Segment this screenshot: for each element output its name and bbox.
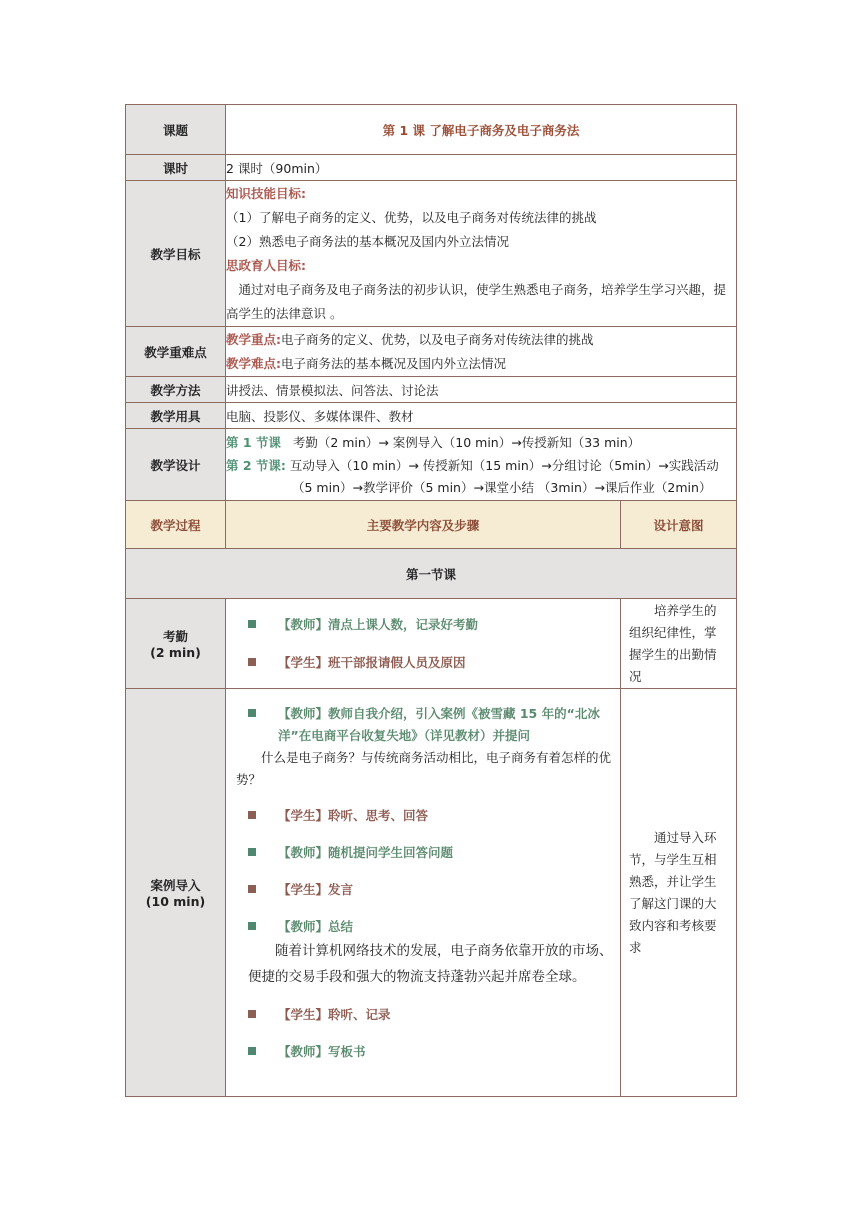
student-step: 【学生】聆听、思考、回答 xyxy=(278,808,429,823)
case-intro-steps xyxy=(226,689,621,1097)
ideology-heading: 思政育人目标: xyxy=(226,257,306,273)
attendance-name: 考勤 xyxy=(162,629,188,644)
square-bullet-icon xyxy=(248,709,256,717)
header-content: 主要教学内容及步骤 xyxy=(226,501,621,549)
teacher-step: 【教师】清点上课人数，记录好考勤 xyxy=(278,616,479,632)
attendance-time: (2 min) xyxy=(150,645,201,660)
student-step: 【学生】发言 xyxy=(278,882,354,897)
attendance-label xyxy=(126,599,226,689)
topic-label: 课题 xyxy=(126,105,226,155)
hours-value: 2 课时（90min） xyxy=(226,155,737,181)
knowledge-item: （1）了解电子商务的定义、优势，以及电子商务对传统法律的挑战 xyxy=(226,209,597,225)
objectives-content xyxy=(226,181,737,327)
keypoints-content xyxy=(226,327,737,377)
knowledge-heading: 知识技能目标: xyxy=(226,185,306,201)
focus-text: 电子商务的定义、优势，以及电子商务对传统法律的挑战 xyxy=(281,331,594,347)
session1-label: 第 1 节课 xyxy=(226,434,281,450)
knowledge-item: （2）熟悉电子商务法的基本概况及国内外立法情况 xyxy=(226,233,509,249)
square-bullet-icon xyxy=(248,885,256,893)
lesson-plan-table xyxy=(125,104,737,1097)
question-text: 什么是电子商务？与传统商务活动相比，电子商务有着怎样的优势？ xyxy=(236,750,612,787)
design-content xyxy=(226,429,737,501)
keypoints-label: 教学重难点 xyxy=(126,327,226,377)
methods-label: 教学方法 xyxy=(126,377,226,403)
ideology-text: 通过对电子商务及电子商务法的初步认识，使学生熟悉电子商务，培养学生学习兴趣，提高学生的法律意识 。 xyxy=(226,281,727,321)
case-intro-time: (10 min) xyxy=(145,894,206,909)
attendance-intent: 培养学生的组织纪律性，掌握学生的出勤情况 xyxy=(621,599,737,689)
session2-flow: 互动导入（10 min）→ 传授新知（15 min）→分组讨论（5min）→实践活动（5 min）→教学评价（5 min）→课堂小结 （3min）→课后作业（2min） xyxy=(289,457,719,495)
teacher-step: 【教师】写板书 xyxy=(278,1044,366,1059)
session1-flow: 考勤（2 min）→ 案例导入（10 min）→传授新知（33 min） xyxy=(292,434,641,450)
tools-label: 教学用具 xyxy=(126,403,226,429)
header-process: 教学过程 xyxy=(126,501,226,549)
case-intro-intent: 通过导入环节，与学生互相熟悉，并让学生了解这门课的大致内容和考核要求 xyxy=(621,689,737,1097)
difficulty-text: 电子商务法的基本概况及国内外立法情况 xyxy=(281,355,507,371)
header-intent: 设计意图 xyxy=(621,501,737,549)
objectives-label: 教学目标 xyxy=(126,181,226,327)
case-intro-name: 案例导入 xyxy=(150,878,201,893)
teacher-step: 【教师】随机提问学生回答问题 xyxy=(278,845,454,860)
focus-label: 教学重点: xyxy=(226,331,281,347)
tools-value: 电脑、投影仪、多媒体课件、教材 xyxy=(226,403,737,429)
square-bullet-icon xyxy=(248,848,256,856)
square-bullet-icon xyxy=(248,922,256,930)
square-bullet-icon xyxy=(248,1010,256,1018)
session-title: 第一节课 xyxy=(126,549,737,599)
square-bullet-icon xyxy=(248,658,256,666)
difficulty-label: 教学难点: xyxy=(226,355,281,371)
square-bullet-icon xyxy=(248,1047,256,1055)
teacher-step: 【教师】总结 xyxy=(278,919,354,934)
case-intro-label xyxy=(126,689,226,1097)
square-bullet-icon xyxy=(248,620,256,628)
student-step: 【学生】班干部报请假人员及原因 xyxy=(278,654,466,670)
session2-label: 第 2 节课: xyxy=(226,457,286,473)
summary-text: 随着计算机网络技术的发展，电子商务依靠开放的市场、便捷的交易手段和强大的物流支持蓬勃兴起并席卷全球。 xyxy=(248,943,613,985)
methods-value: 讲授法、情景模拟法、问答法、讨论法 xyxy=(226,377,737,403)
student-step: 【学生】聆听、记录 xyxy=(278,1007,391,1022)
hours-label: 课时 xyxy=(126,155,226,181)
lesson-title: 第 1 课 了解电子商务及电子商务法 xyxy=(226,105,737,155)
design-label: 教学设计 xyxy=(126,429,226,501)
teacher-step: 【教师】教师自我介绍，引入案例《被雪藏 15 年的“北冰洋”在电商平台收复失地》（详见教材）并提问 xyxy=(278,706,600,743)
attendance-steps xyxy=(226,599,621,689)
square-bullet-icon xyxy=(248,811,256,819)
